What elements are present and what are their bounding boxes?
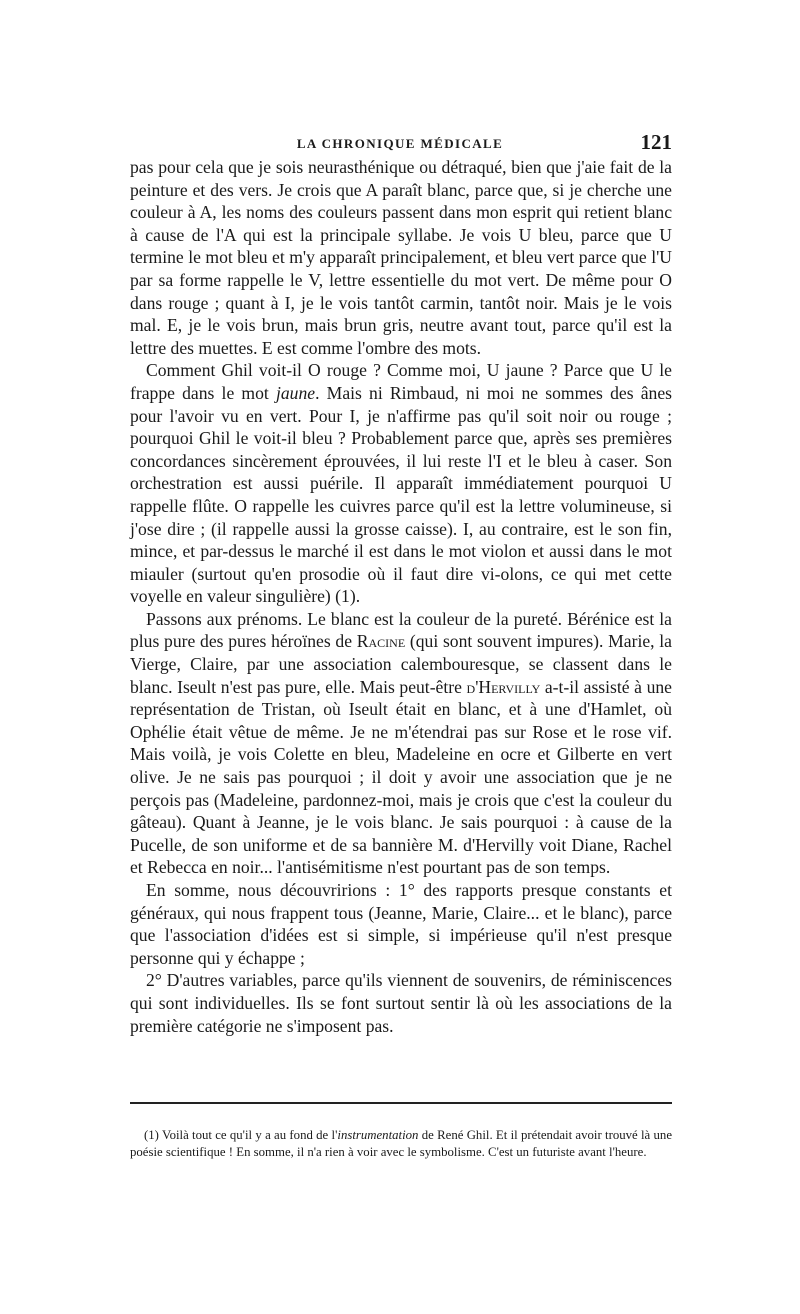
text-run: a-t-il assisté à une représentation de Tristan, où Iseult était en blanc, et à une d'Hamlet, où Ophélie était vêtue de même. Je ne m'étendrai pas sur Rose et le rose vif. Mais voilà, je vois Colette en bleu, Madeleine en ocre et Gilberte en vert olive. Je ne sais pas pourquoi ; il doit y avoir une association que je ne perçois pas (Madeleine, pardonnez-moi, mais je crois que c'est la couleur du gâteau). Quant à Jeanne, je le vois blanc. Je sais pourquoi : à cause de la Pucelle, de son uniforme et de sa bannière M. d'Hervilly voit Diane, Rachel et Rebecca en noir... l'antisémitisme n'est pourtant pas de son temps. xyxy=(130,676,672,878)
italic-word: jaune xyxy=(276,382,316,403)
text-run: Comment Ghil voit-il O rouge ? Comme moi, U jaune ? Parce que U le frappe dans le mot xyxy=(130,360,672,403)
italic-word: instrumentation xyxy=(337,1128,419,1142)
text-run: 2° D'autres variables, parce qu'ils viennent de souvenirs, de réminiscences qui sont individuelles. Ils se font surtout sentir là où les associations de la première catégorie ne s'imposent pas. xyxy=(130,970,672,1036)
body-text xyxy=(130,156,672,1037)
text-run: Passons aux prénoms. Le blanc est la couleur de la pureté. Bérénice est la plus pure des pures héroïnes de xyxy=(130,608,672,652)
page-number: 121 xyxy=(640,130,672,154)
text-run: . Mais ni Rimbaud, ni moi ne sommes des ânes pour l'avoir vu en vert. Pour I, je n'affirme pas qu'il soit noir ou rouge ; pourquoi Ghil le voit-il bleu ? Probablement parce que, après ses premières concordances sincèrement éprouvées, il lui reste l'I et le bleu à caser. Son orchestration est aussi puérile. Il apparaît immédiatement pourquoi U rappelle flûte. O rappelle les cuivres parce qu'il est la lettre volumineuse, si j'ose dire ; (il rappelle aussi la grosse caisse). I, au contraire, est le son fin, mince, et par-dessus le marché il est dans le mot violon et aussi dans le mot miauler (surtout qu'en prosodie où il faut dire vi-olons, ce qui met cette voyelle en valeur singulière) (1). xyxy=(130,382,672,607)
footnote-divider xyxy=(130,1102,672,1104)
paragraph xyxy=(130,608,672,879)
author-name-smallcaps: d'Hervilly xyxy=(466,676,541,697)
footnote xyxy=(130,1127,672,1160)
text-run: En somme, nous découvririons : 1° des rapports presque constants et généraux, qui nous frappent tous (Jeanne, Marie, Claire... et le blanc), parce que l'association d'idées est si simple, si impérieuse qu'il n'est presque personne qui y échappe ; xyxy=(130,880,672,968)
footnote-paragraph xyxy=(130,1127,672,1160)
text-run: de René Ghil. Et il prétendait avoir trouvé là une poésie scientifique ! En somme, il n'a rien à voir avec le symbolisme. C'est un futuriste avant l'heure. xyxy=(130,1128,672,1159)
paragraph xyxy=(130,969,672,1037)
author-name-smallcaps: Racine xyxy=(356,631,406,652)
text-run: (1) Voilà tout ce qu'il y a au fond de l' xyxy=(144,1128,338,1142)
paragraph xyxy=(130,879,672,969)
page-header xyxy=(128,130,672,156)
text-run: (qui sont souvent impures). Marie, la Vierge, Claire, par une association calembouresque, se classent dans le blanc. Iseult n'est pas pure, elle. Mais peut-être xyxy=(130,631,672,697)
paragraph xyxy=(130,156,672,359)
paragraph xyxy=(130,359,672,608)
running-title: LA CHRONIQUE MÉDICALE xyxy=(296,136,504,151)
text-run: pas pour cela que je sois neurasthénique ou détraqué, bien que j'aie fait de la peinture et des vers. Je crois que A paraît blanc, parce que, si je cherche une couleur à A, les noms des couleurs passent dans mon esprit qui retient blanc à cause de l'A qui est la principale syllabe. Je vois U bleu, parce que U termine le mot bleu et m'y apparaît principalement, et bleu vert parce que l'U par sa forme rappelle le V, lettre essentielle du mot vert. De même pour O dans rouge ; quant à I, je le vois tantôt carmin, tantôt noir. Mais je le vois mal. E, je le vois brun, mais brun gris, neutre avant tout, parce qu'il est la lettre des muettes. E est comme l'ombre des mots. xyxy=(130,157,672,358)
